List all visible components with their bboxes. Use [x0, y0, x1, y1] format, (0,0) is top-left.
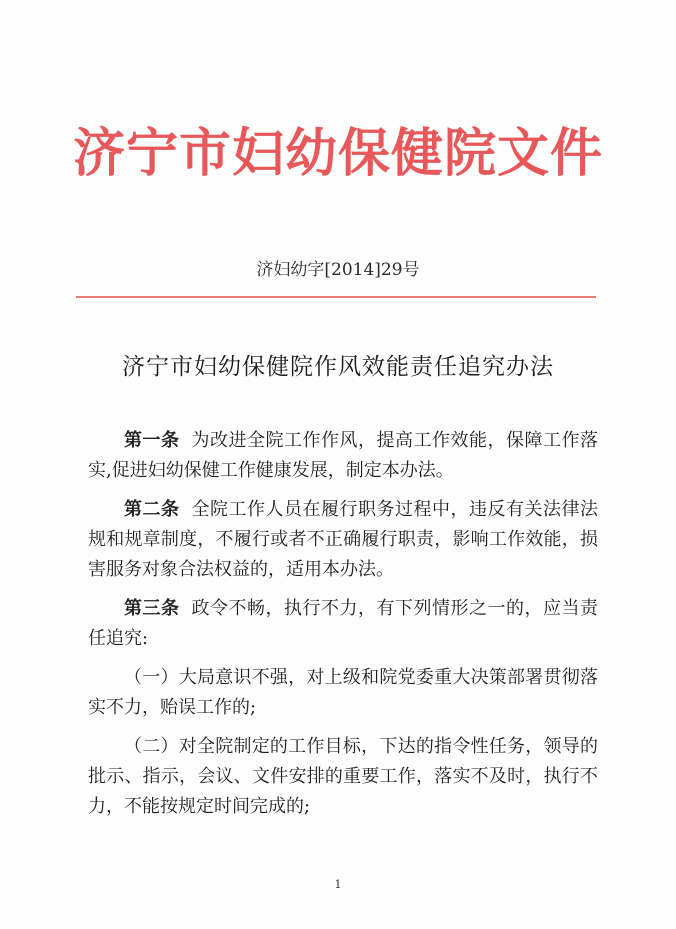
item-1	[88, 663, 598, 723]
article-2	[88, 495, 598, 585]
article-3-label: 第三条	[124, 598, 180, 619]
article-3	[88, 594, 598, 654]
page-number: 1	[334, 878, 342, 891]
document-body	[88, 426, 598, 831]
article-3-text: 政令不畅，执行不力，有下列情形之一的，应当责任追究:	[88, 598, 598, 649]
article-2-label: 第二条	[124, 499, 180, 520]
item-2	[88, 732, 598, 822]
article-2-text: 全院工作人员在履行职务过程中，违反有关法律法规和规章制度，不履行或者不正确履行职责，影响工作效能，损害服务对象合法权益的，适用本办法。	[88, 499, 598, 580]
document-title: 济宁市妇幼保健院作风效能责任追究办法	[122, 354, 554, 380]
item-2-label: （二）	[124, 736, 179, 757]
article-1-label: 第一条	[124, 430, 180, 451]
item-1-text: 大局意识不强，对上级和院党委重大决策部署贯彻落实不力，贻误工作的;	[88, 667, 599, 718]
letterhead-divider	[76, 296, 596, 298]
letterhead-title: 济宁市妇幼保健院文件	[72, 123, 603, 184]
item-1-label: （一）	[124, 667, 179, 688]
item-2-text: 对全院制定的工作目标，下达的指令性任务，领导的批示、指示，会议、文件安排的重要工作，落实不及时，执行不力，不能按规定时间完成的;	[88, 736, 599, 817]
article-1-text: 为改进全院工作作风，提高工作效能，保障工作落实,促进妇幼保健工作健康发展，制定本办法。	[88, 430, 598, 481]
article-1	[88, 426, 598, 486]
document-number: 济妇幼字[2014]29号	[256, 260, 420, 280]
